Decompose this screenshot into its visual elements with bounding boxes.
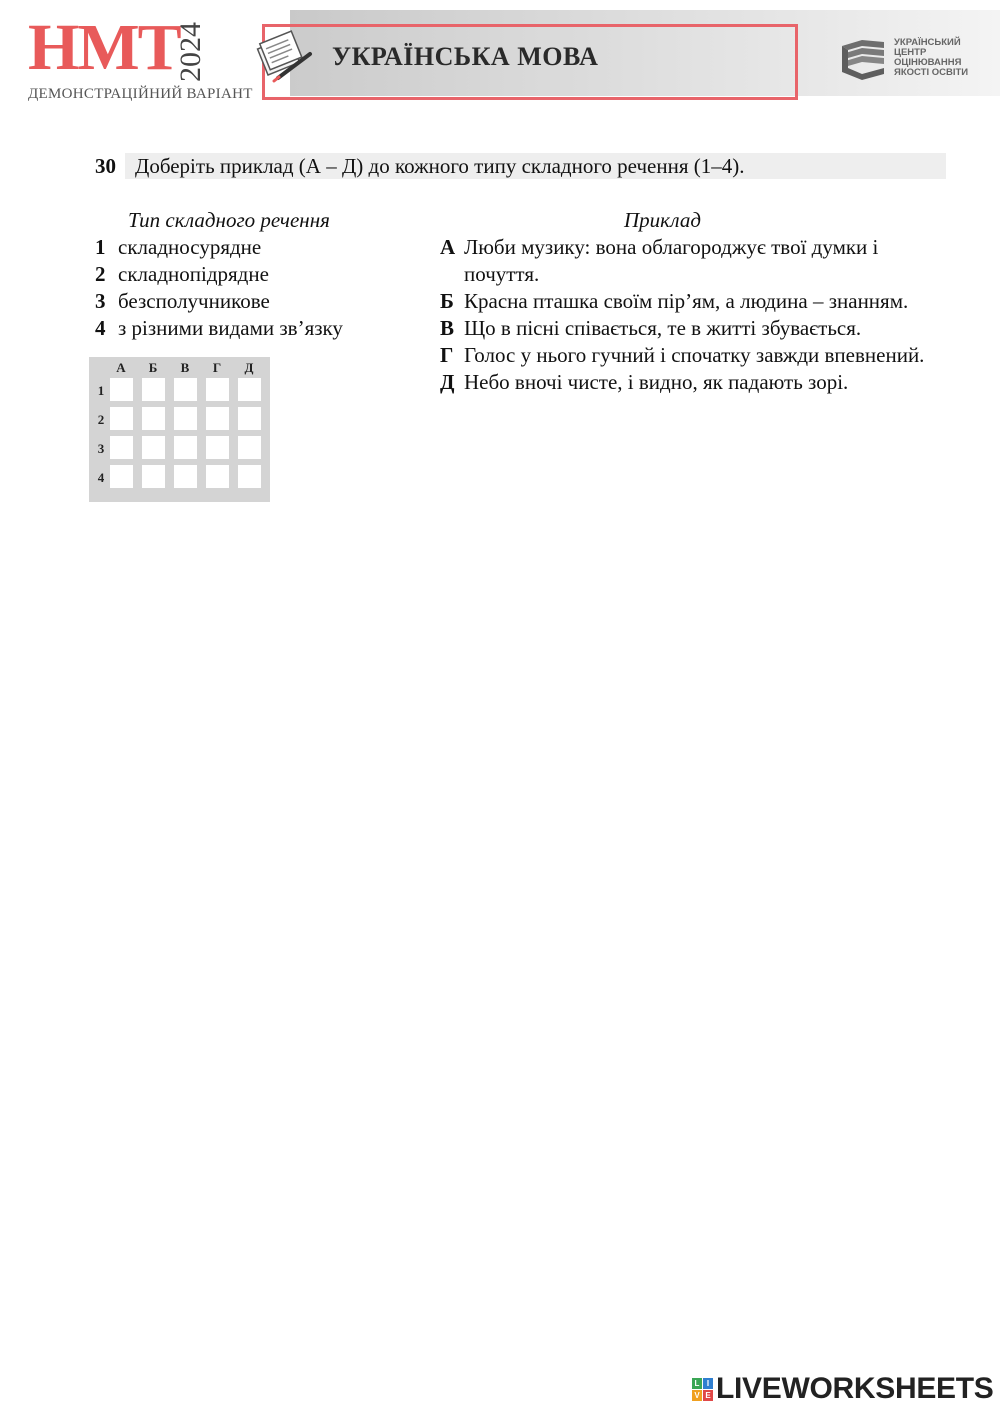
badge-letter: E (703, 1390, 713, 1401)
answer-cell-3-0[interactable] (110, 436, 133, 459)
answer-cell-3-2[interactable] (174, 436, 197, 459)
task-number: 30 (95, 154, 116, 178)
answer-cell-4-0[interactable] (110, 465, 133, 488)
liveworksheets-badge-icon (692, 1378, 714, 1402)
list-item: А Люби музику: вона облагороджує твої думки і почуття. (440, 235, 879, 286)
answer-cell-3-3[interactable] (206, 436, 229, 459)
answer-cell-4-4[interactable] (238, 465, 261, 488)
grid-row-label: 4 (97, 470, 105, 485)
answer-cell-2-4[interactable] (238, 407, 261, 430)
types-heading: Тип складного речення (128, 208, 330, 232)
organization-name: УКРАЇНСЬКИЙ ЦЕНТР ОЦІНЮВАННЯ ЯКОСТІ ОСВІТИ (894, 37, 969, 78)
badge-letter: I (703, 1378, 713, 1389)
example-list (440, 234, 945, 396)
answer-cell-1-1[interactable] (142, 378, 165, 401)
answer-cell-2-1[interactable] (142, 407, 165, 430)
grid-row-label: 3 (97, 441, 105, 456)
papers-pen-icon (248, 28, 318, 84)
answer-cell-2-2[interactable] (174, 407, 197, 430)
list-item: Г Голос у нього гучний і спочатку завжди впевнений. (440, 343, 925, 367)
uceo-logo-icon (838, 38, 888, 82)
answer-cell-1-0[interactable] (110, 378, 133, 401)
answer-cell-1-4[interactable] (238, 378, 261, 401)
grid-column-label: Д (244, 360, 254, 375)
list-item: 2 складнопідрядне (95, 262, 269, 286)
answer-cell-3-1[interactable] (142, 436, 165, 459)
grid-column-label: А (116, 360, 126, 375)
answer-cell-2-3[interactable] (206, 407, 229, 430)
answer-grid (89, 357, 270, 502)
grid-column-label: Г (212, 360, 222, 375)
nmt-logo: НМТ (28, 11, 180, 84)
badge-letter: L (692, 1378, 702, 1389)
subject-title: УКРАЇНСЬКА МОВА (332, 42, 599, 71)
sentence-type-list (95, 234, 415, 342)
demo-variant-label: ДЕМОНСТРАЦІЙНИЙ ВАРІАНТ (28, 86, 253, 102)
logo-year: 2024 (174, 22, 207, 82)
badge-letter: V (692, 1390, 702, 1401)
examples-heading: Приклад (624, 208, 701, 232)
list-item: В Що в пісні співається, те в житті збувається. (440, 316, 862, 340)
list-item: 1 складносурядне (95, 235, 262, 259)
answer-cell-4-3[interactable] (206, 465, 229, 488)
list-item: 4 з різними видами зв’язку (95, 316, 343, 340)
answer-cell-1-3[interactable] (206, 378, 229, 401)
list-item: 3 безсполучникове (95, 289, 270, 313)
answer-cell-4-1[interactable] (142, 465, 165, 488)
grid-row-label: 2 (97, 412, 105, 427)
list-item: Д Небо вночі чисте, і видно, як падають зорі. (440, 370, 849, 394)
answer-cell-2-0[interactable] (110, 407, 133, 430)
task-instruction: Доберіть приклад (А – Д) до кожного типу складного речення (1–4). (125, 153, 946, 179)
task-header (95, 153, 946, 179)
answer-cell-4-2[interactable] (174, 465, 197, 488)
grid-column-label: В (180, 360, 190, 375)
liveworksheets-brand: LIVEWORKSHEETS (716, 1372, 994, 1405)
answer-cell-3-4[interactable] (238, 436, 261, 459)
list-item: Б Красна пташка своїм пір’ям, а людина – знанням. (440, 289, 909, 313)
answer-cell-1-2[interactable] (174, 378, 197, 401)
grid-column-label: Б (148, 360, 158, 375)
grid-row-label: 1 (97, 383, 105, 398)
